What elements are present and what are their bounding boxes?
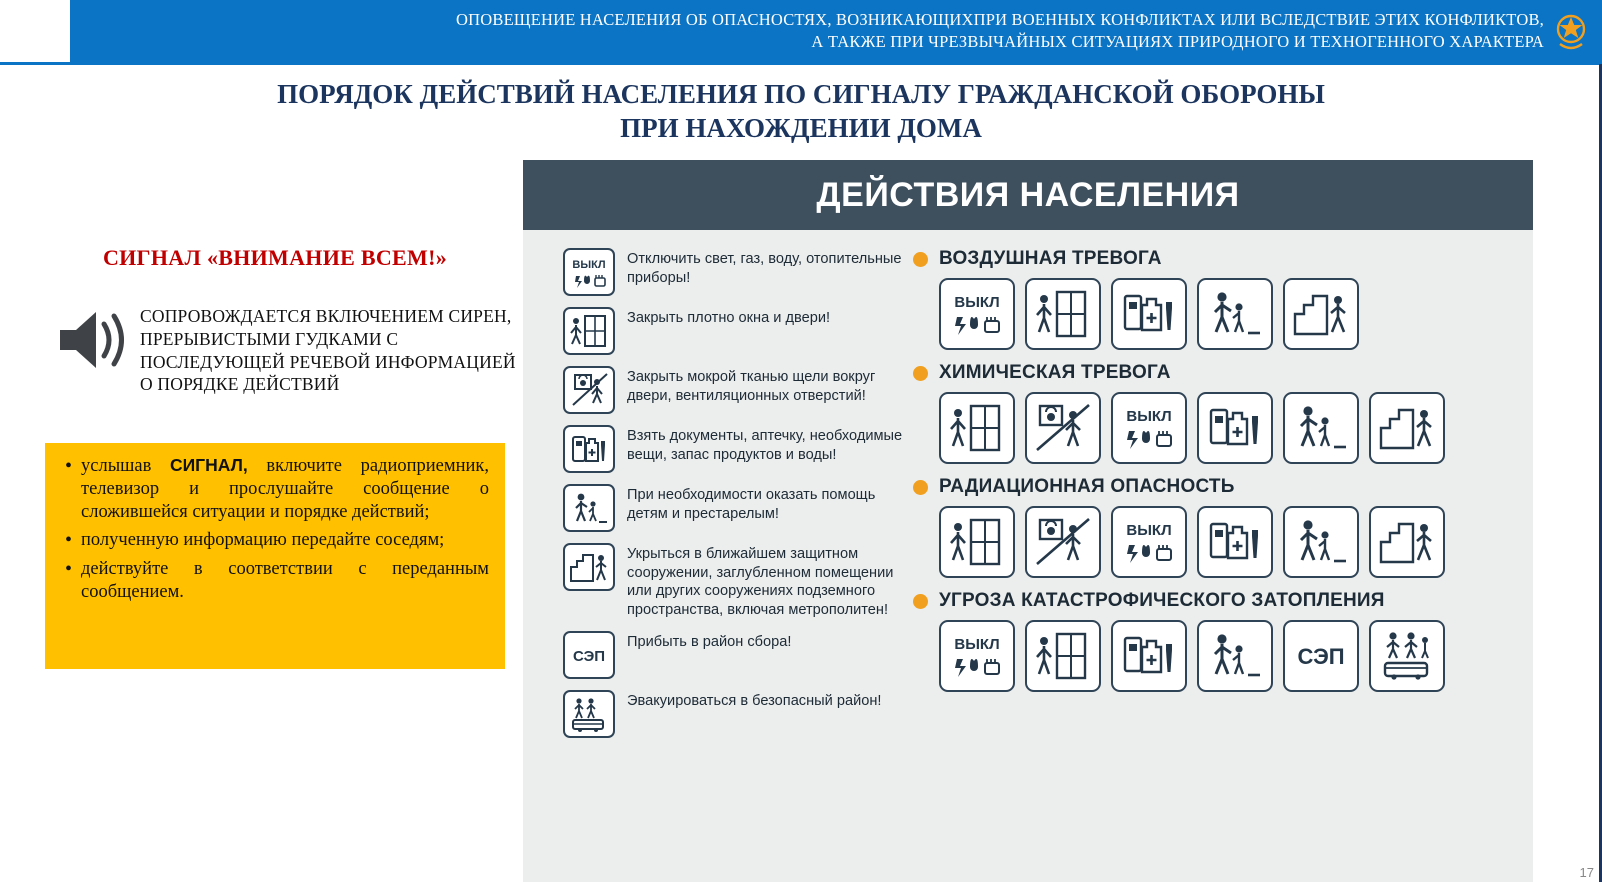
- alarm-header: [913, 362, 1513, 384]
- close-windows-doors-icon: [1025, 278, 1101, 350]
- evacuation-bus-icon: [563, 690, 615, 738]
- emchs-emblem-icon: [1550, 8, 1592, 54]
- alarm-header: [913, 476, 1513, 498]
- list-item: [563, 543, 903, 620]
- list-item: [563, 248, 903, 296]
- page-title-line-2: ПРИ НАХОЖДЕНИИ ДОМА: [620, 112, 982, 143]
- loudspeaker-icon: [50, 300, 140, 380]
- assembly-point-icon: [1283, 620, 1359, 692]
- alarm-section-air: [913, 248, 1513, 350]
- svg-text:ВЫКЛ: ВЫКЛ: [1126, 522, 1172, 539]
- alarm-section-radiation: [913, 476, 1513, 578]
- action-label: [627, 425, 903, 464]
- banner-line-2: А ТАКЖЕ ПРИ ЧРЕЗВЫЧАЙНЫХ СИТУАЦИЯХ ПРИРОДНОГО И ТЕХНОГЕННОГО ХАРАКТЕРА: [811, 32, 1544, 51]
- close-windows-doors-icon: [939, 392, 1015, 464]
- page-number: 17: [1579, 865, 1594, 880]
- banner-divider: [0, 62, 1602, 65]
- seal-vents-icon: [1025, 392, 1101, 464]
- documents-supplies-icon: [1197, 392, 1273, 464]
- svg-text:ВЫКЛ: ВЫКЛ: [954, 636, 1000, 653]
- svg-text:ВЫКЛ: ВЫКЛ: [572, 259, 606, 271]
- documents-supplies-icon: [1111, 620, 1187, 692]
- assembly-point-icon: [563, 631, 615, 679]
- bullet-dot-icon: [913, 252, 928, 267]
- evacuation-bus-icon: [1369, 620, 1445, 692]
- help-children-elderly-icon: [1197, 620, 1273, 692]
- help-children-elderly-icon: [1283, 392, 1359, 464]
- action-label: При необходимости оказать помощь детям и престарелым!: [627, 487, 876, 522]
- signal-description: СОПРОВОЖДАЕТСЯ ВКЛЮЧЕНИЕМ СИРЕН, ПРЕРЫВИСТЫМИ ГУДКАМИ С ПОСЛЕДУЮЩЕЙ РЕЧЕВОЙ ИНФОРМАЦИЕЙ О ПОРЯДКЕ ДЕЙСТВИЙ: [140, 306, 516, 395]
- alarm-title: УГРОЗА КАТАСТРОФИЧЕСКОГО ЗАТОПЛЕНИЯ: [939, 590, 1385, 611]
- banner-left-spacer: [0, 0, 70, 64]
- help-children-elderly-icon: [1283, 506, 1359, 578]
- icon-tile: [563, 366, 615, 414]
- svg-text:ВЫКЛ: ВЫКЛ: [1126, 408, 1172, 425]
- bullet-dot-icon: [913, 480, 928, 495]
- top-banner: [70, 0, 1602, 62]
- power-off-icon: [563, 248, 615, 296]
- list-item: [563, 425, 903, 473]
- shelter-icon: [1369, 392, 1445, 464]
- list-item: [59, 558, 489, 604]
- page-title: [0, 78, 1602, 146]
- action-label: Прибыть в район сбора!: [627, 633, 792, 650]
- icon-tile: [563, 307, 615, 355]
- icon-tile: [563, 248, 615, 296]
- shelter-icon: [563, 543, 615, 591]
- shelter-icon: [1283, 278, 1359, 350]
- icon-tile: [563, 631, 615, 679]
- action-label: Эвакуироваться в безопасный район!: [627, 692, 882, 709]
- bullet-3-text: действуйте в соответствии с переданным сообщением.: [81, 558, 489, 602]
- bullet-dot-icon: [913, 594, 928, 609]
- icon-tile: [563, 425, 615, 473]
- bullet-dot-icon: [913, 366, 928, 381]
- action-label: Укрыться в ближайшем защитном сооружении, заглубленном помещении или других сооружениях подземного пространства, включая метрополитен!: [627, 546, 894, 619]
- documents-supplies-icon: [1197, 506, 1273, 578]
- actions-panel: [523, 160, 1533, 882]
- list-item: [563, 307, 903, 355]
- bullet-2-text: полученную информацию передайте соседям;: [81, 530, 445, 551]
- icon-tile: [563, 484, 615, 532]
- svg-text:СЭП: СЭП: [572, 647, 606, 665]
- documents-supplies-icon: [1111, 278, 1187, 350]
- alarm-icon-row: [913, 392, 1513, 464]
- bullet-1-pre: услышав: [81, 456, 170, 476]
- seal-vents-icon: [1025, 506, 1101, 578]
- list-item: [563, 631, 903, 679]
- instructions-box: [45, 443, 505, 669]
- shelter-icon: [1369, 506, 1445, 578]
- action-label: Закрыть мокрой тканью щели вокруг двери, вентиляционных отверстий!: [627, 369, 876, 404]
- instructions-list: [59, 455, 489, 604]
- alarm-section-chemical: [913, 362, 1513, 464]
- close-windows-doors-icon: [563, 307, 615, 355]
- list-item: [59, 529, 489, 552]
- power-off-icon: [1111, 506, 1187, 578]
- power-off-icon: [939, 278, 1015, 350]
- list-item: [563, 690, 903, 738]
- panel-header: ДЕЙСТВИЯ НАСЕЛЕНИЯ: [523, 160, 1533, 230]
- alarm-section-flood: [913, 590, 1513, 692]
- alarm-title: РАДИАЦИОННАЯ ОПАСНОСТЬ: [939, 476, 1235, 497]
- alarm-sections: [913, 248, 1513, 704]
- action-label: Отключить свет, газ, воду, отопительные приборы!: [627, 251, 902, 286]
- list-item: [563, 484, 903, 532]
- power-off-icon: [1111, 392, 1187, 464]
- help-children-elderly-icon: [563, 484, 615, 532]
- seal-vents-icon: [563, 366, 615, 414]
- alarm-title: ВОЗДУШНАЯ ТРЕВОГА: [939, 248, 1162, 269]
- alarm-header: [913, 590, 1513, 612]
- bullet-1-post: включите радиоприемник, телевизор и прослушайте сообщение о сложившейся ситуации и порядке действий;: [81, 456, 489, 523]
- alarm-title: ХИМИЧЕСКАЯ ТРЕВОГА: [939, 362, 1171, 383]
- svg-text:ВЫКЛ: ВЫКЛ: [954, 294, 1000, 311]
- bullet-1-bold: СИГНАЛ,: [169, 455, 248, 475]
- help-children-elderly-icon: [1197, 278, 1273, 350]
- alarm-header: [913, 248, 1513, 270]
- close-windows-doors-icon: [939, 506, 1015, 578]
- documents-supplies-icon: [563, 425, 615, 473]
- signal-title: СИГНАЛ «ВНИМАНИЕ ВСЕМ!»: [102, 245, 448, 270]
- icon-tile: [563, 690, 615, 738]
- close-windows-doors-icon: [1025, 620, 1101, 692]
- power-off-icon: [939, 620, 1015, 692]
- action-label-main: Взять документы, аптечку, необходимые вещи, запас продуктов и воды!: [627, 428, 903, 463]
- banner-line-1: ОПОВЕЩЕНИЕ НАСЕЛЕНИЯ ОБ ОПАСНОСТЯХ, ВОЗНИКАЮЩИХПРИ ВОЕННЫХ КОНФЛИКТАХ ИЛИ ВСЛЕДСТВИЕ ЭТИХ КОНФЛИКТОВ,: [456, 9, 1544, 29]
- list-item: [59, 455, 489, 524]
- list-item: [563, 366, 903, 414]
- alarm-icon-row: [913, 506, 1513, 578]
- action-list: [563, 248, 903, 749]
- action-label: Закрыть плотно окна и двери!: [627, 310, 831, 326]
- svg-text:СЭП: СЭП: [1297, 644, 1345, 669]
- icon-tile: [563, 543, 615, 591]
- alarm-icon-row: [913, 620, 1513, 692]
- alarm-icon-row: [913, 278, 1513, 350]
- page-title-line-1: ПОРЯДОК ДЕЙСТВИЙ НАСЕЛЕНИЯ ПО СИГНАЛУ ГРАЖДАНСКОЙ ОБОРОНЫ: [277, 79, 1325, 109]
- banner-text: [456, 9, 1544, 54]
